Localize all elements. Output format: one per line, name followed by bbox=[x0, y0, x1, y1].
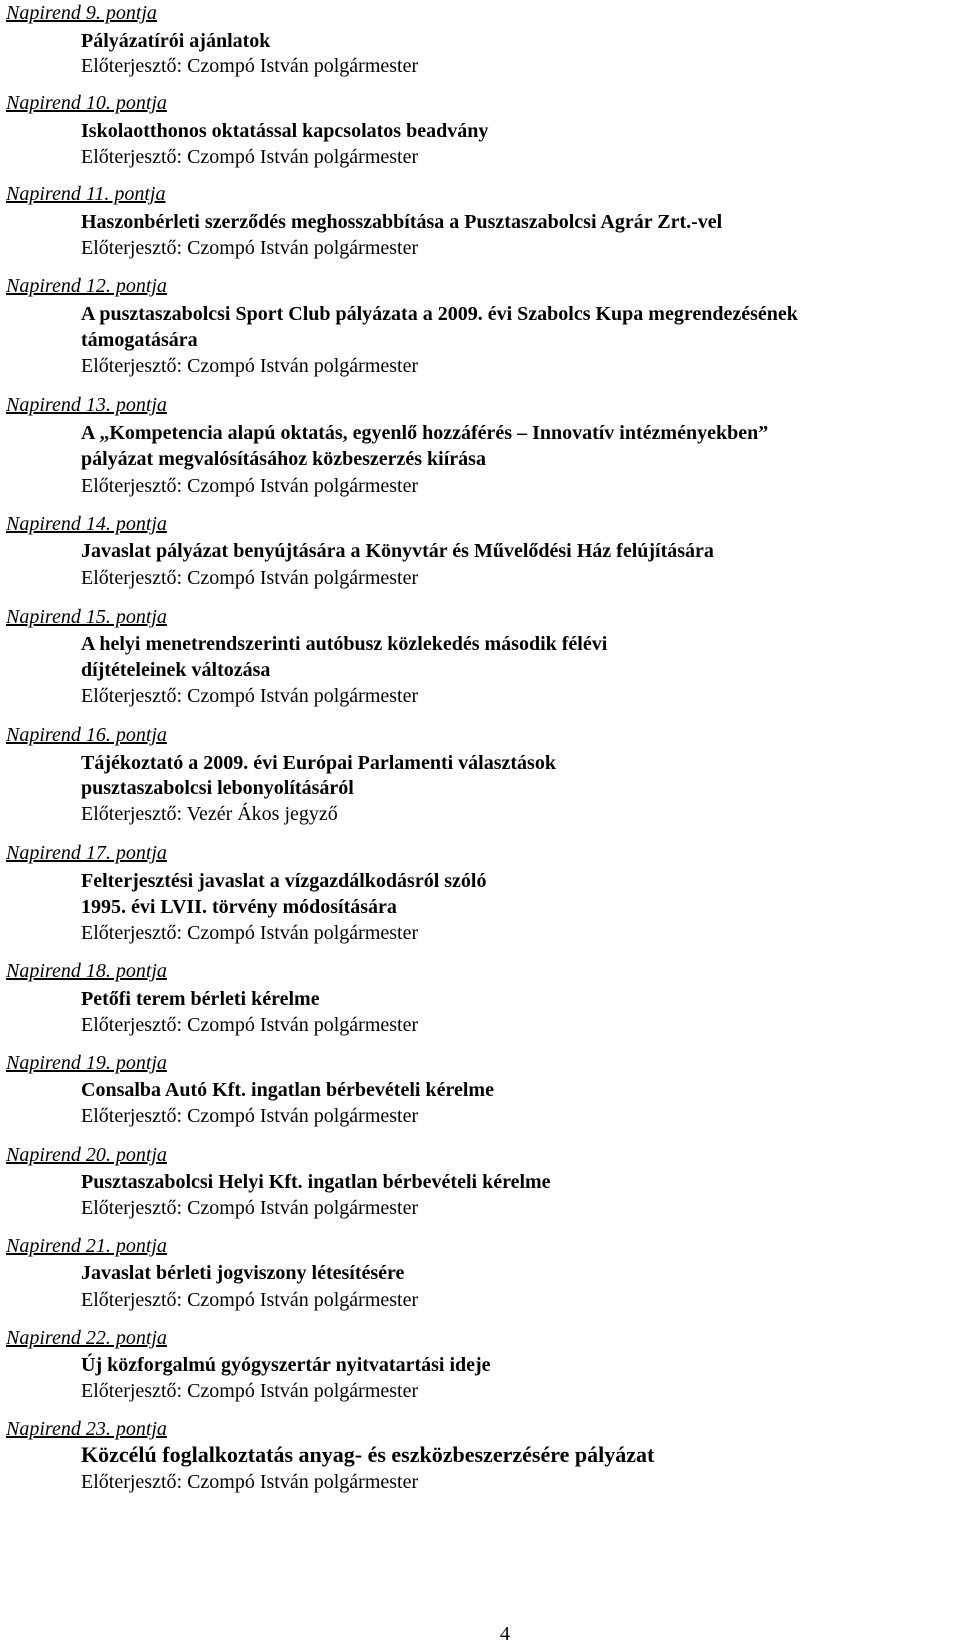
agenda-heading: Napirend 15. pontja bbox=[6, 606, 167, 628]
agenda-presenter: Előterjesztő: Czompó István polgármester bbox=[81, 55, 419, 77]
agenda-presenter: Előterjesztő: Czompó István polgármester bbox=[81, 685, 419, 707]
agenda-heading: Napirend 13. pontja bbox=[6, 394, 167, 416]
agenda-heading: Napirend 19. pontja bbox=[6, 1052, 167, 1074]
agenda-title: Közcélú foglalkoztatás anyag- és eszközbeszerzésére pályázat bbox=[81, 1442, 655, 1467]
agenda-heading: Napirend 23. pontja bbox=[6, 1418, 167, 1440]
agenda-heading: Napirend 21. pontja bbox=[6, 1235, 167, 1257]
agenda-title: Petőfi terem bérleti kérelme bbox=[81, 988, 320, 1010]
agenda-title: Consalba Autó Kft. ingatlan bérbevételi kérelme bbox=[81, 1079, 494, 1101]
agenda-title: Felterjesztési javaslat a vízgazdálkodásról szóló bbox=[81, 870, 487, 892]
agenda-title: pályázat megvalósításához közbeszerzés kiírása bbox=[81, 448, 486, 470]
agenda-presenter: Előterjesztő: Czompó István polgármester bbox=[81, 146, 419, 168]
agenda-title: Pusztaszabolcsi Helyi Kft. ingatlan bérbevételi kérelme bbox=[81, 1171, 551, 1193]
agenda-presenter: Előterjesztő: Czompó István polgármester bbox=[81, 1471, 419, 1493]
page-number: 4 bbox=[500, 1623, 510, 1645]
agenda-title: Pályázatírói ajánlatok bbox=[81, 30, 271, 52]
agenda-heading: Napirend 16. pontja bbox=[6, 724, 167, 746]
agenda-presenter: Előterjesztő: Czompó István polgármester bbox=[81, 1380, 419, 1402]
agenda-title: Új közforgalmú gyógyszertár nyitvatartási ideje bbox=[81, 1354, 491, 1376]
agenda-presenter: Előterjesztő: Czompó István polgármester bbox=[81, 1289, 419, 1311]
agenda-title: Tájékoztató a 2009. évi Európai Parlamenti választások bbox=[81, 752, 556, 774]
agenda-title: A pusztaszabolcsi Sport Club pályázata a 2009. évi Szabolcs Kupa megrendezésének bbox=[81, 303, 798, 325]
agenda-heading: Napirend 9. pontja bbox=[6, 2, 157, 24]
agenda-heading: Napirend 22. pontja bbox=[6, 1327, 167, 1349]
agenda-presenter: Előterjesztő: Czompó István polgármester bbox=[81, 1197, 419, 1219]
agenda-presenter: Előterjesztő: Czompó István polgármester bbox=[81, 237, 419, 259]
agenda-title: A helyi menetrendszerinti autóbusz közlekedés második félévi bbox=[81, 633, 608, 655]
agenda-presenter: Előterjesztő: Czompó István polgármester bbox=[81, 1105, 419, 1127]
agenda-heading: Napirend 18. pontja bbox=[6, 960, 167, 982]
agenda-presenter: Előterjesztő: Czompó István polgármester bbox=[81, 355, 419, 377]
agenda-title: 1995. évi LVII. törvény módosítására bbox=[81, 896, 397, 918]
agenda-title: Javaslat pályázat benyújtására a Könyvtár és Művelődési Ház felújítására bbox=[81, 540, 714, 562]
agenda-heading: Napirend 17. pontja bbox=[6, 842, 167, 864]
agenda-title: támogatására bbox=[81, 329, 198, 351]
agenda-title: díjtételeinek változása bbox=[81, 659, 271, 681]
agenda-heading: Napirend 20. pontja bbox=[6, 1144, 167, 1166]
agenda-presenter: Előterjesztő: Czompó István polgármester bbox=[81, 567, 419, 589]
agenda-title: Iskolaotthonos oktatással kapcsolatos beadvány bbox=[81, 120, 489, 142]
agenda-title: A „Kompetencia alapú oktatás, egyenlő hozzáférés – Innovatív intézményekben” bbox=[81, 422, 769, 444]
agenda-title: Javaslat bérleti jogviszony létesítésére bbox=[81, 1262, 405, 1284]
agenda-presenter: Előterjesztő: Czompó István polgármester bbox=[81, 922, 419, 944]
agenda-heading: Napirend 10. pontja bbox=[6, 92, 167, 114]
agenda-heading: Napirend 12. pontja bbox=[6, 275, 167, 297]
agenda-title: Haszonbérleti szerződés meghosszabbítása a Pusztaszabolcsi Agrár Zrt.-vel bbox=[81, 211, 723, 233]
agenda-presenter: Előterjesztő: Vezér Ákos jegyző bbox=[81, 803, 338, 825]
agenda-heading: Napirend 14. pontja bbox=[6, 513, 167, 535]
agenda-presenter: Előterjesztő: Czompó István polgármester bbox=[81, 475, 419, 497]
agenda-title: pusztaszabolcsi lebonyolításáról bbox=[81, 777, 354, 799]
agenda-heading: Napirend 11. pontja bbox=[6, 183, 166, 205]
agenda-presenter: Előterjesztő: Czompó István polgármester bbox=[81, 1014, 419, 1036]
